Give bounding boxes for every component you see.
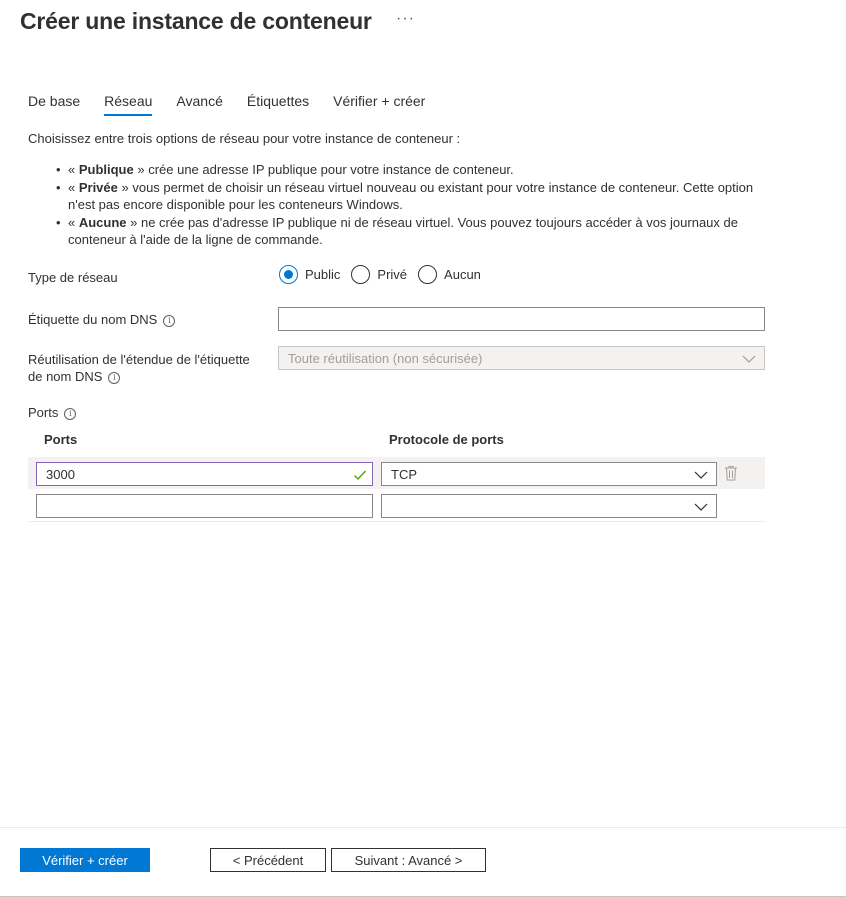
- chevron-down-icon: [694, 500, 708, 514]
- dns-label-field-label: Étiquette du nom DNS i: [28, 312, 175, 327]
- radio-private-label: Privé: [377, 267, 408, 282]
- network-type-label: Type de réseau: [28, 270, 118, 285]
- previous-button[interactable]: < Précédent: [210, 848, 326, 872]
- radio-checked-icon: [279, 265, 298, 284]
- port-input[interactable]: [36, 494, 373, 518]
- radio-private[interactable]: [351, 265, 407, 284]
- tab-review-create[interactable]: Vérifier + créer: [333, 93, 426, 109]
- protocol-column-header: Protocole de ports: [389, 432, 504, 447]
- chevron-down-icon: [694, 468, 708, 482]
- dns-reuse-dropdown[interactable]: Toute réutilisation (non sécurisée): [278, 346, 765, 370]
- radio-unchecked-icon: [418, 265, 437, 284]
- list-item: • « Aucune » ne crée pas d'adresse IP publique ni de réseau virtuel. Vous pouvez toujours accéder à vos journaux de conteneur à l'aide de la ligne de commande.: [56, 214, 768, 249]
- protocol-dropdown[interactable]: [381, 494, 717, 518]
- tab-bar: [28, 93, 449, 115]
- checkmark-icon: [353, 468, 367, 482]
- more-options-icon[interactable]: ···: [396, 10, 415, 27]
- network-type-radio-group: [279, 265, 492, 284]
- info-icon[interactable]: i: [64, 408, 76, 420]
- list-item: • « Privée » vous permet de choisir un réseau virtuel nouveau ou existant pour votre instance de conteneur. Cette option n'est pas encore disponible pour les conteneurs Windows.: [56, 179, 768, 214]
- ports-section-label: Ports i: [28, 405, 76, 420]
- dns-label-input[interactable]: [278, 307, 765, 331]
- radio-public[interactable]: [279, 265, 340, 284]
- radio-none[interactable]: [418, 265, 481, 284]
- tab-basics[interactable]: De base: [28, 93, 81, 109]
- ports-column-header: Ports: [44, 432, 78, 447]
- tab-advanced[interactable]: Avancé: [176, 93, 223, 109]
- radio-public-label: Public: [305, 267, 341, 282]
- next-button[interactable]: Suivant : Avancé >: [331, 848, 486, 872]
- port-input[interactable]: 3000: [36, 462, 373, 486]
- network-options-list: [56, 161, 768, 249]
- intro-text: Choisissez entre trois options de réseau pour votre instance de conteneur :: [28, 131, 461, 146]
- chevron-down-icon: [742, 352, 756, 366]
- page-title: Créer une instance de conteneur: [20, 8, 372, 34]
- divider: [28, 521, 765, 522]
- radio-unchecked-icon: [351, 265, 370, 284]
- divider: [0, 827, 846, 828]
- protocol-dropdown[interactable]: TCP: [381, 462, 717, 486]
- tab-tags[interactable]: Étiquettes: [246, 93, 310, 109]
- info-icon[interactable]: i: [163, 315, 175, 327]
- tab-networking[interactable]: Réseau: [104, 93, 152, 115]
- radio-none-label: Aucun: [444, 267, 481, 282]
- list-item: • « Publique » crée une adresse IP publique pour votre instance de conteneur.: [56, 161, 768, 179]
- delete-icon[interactable]: [724, 465, 738, 481]
- review-create-button[interactable]: Vérifier + créer: [20, 848, 150, 872]
- dns-reuse-label: Réutilisation de l'étendue de l'étiquette de nom DNS i: [28, 352, 250, 384]
- info-icon[interactable]: i: [108, 372, 120, 384]
